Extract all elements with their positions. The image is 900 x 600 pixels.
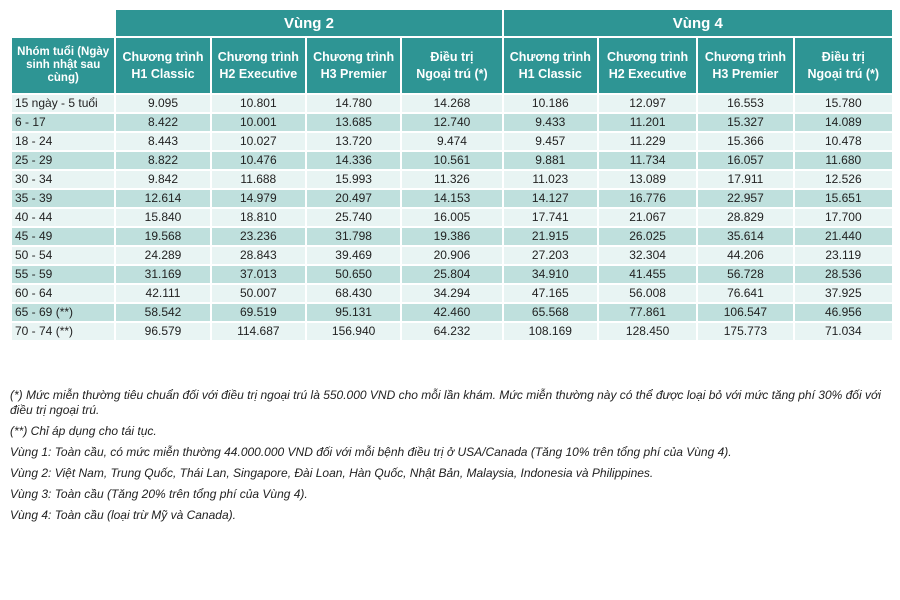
premium-cell: 19.386 [402, 228, 501, 245]
premium-cell: 17.741 [504, 209, 597, 226]
premium-cell: 12.526 [795, 171, 892, 188]
premium-cell: 37.013 [212, 266, 305, 283]
table-row [12, 285, 892, 302]
premium-cell: 16.057 [698, 152, 792, 169]
premium-cell: 10.001 [212, 114, 305, 131]
premium-cell: 10.476 [212, 152, 305, 169]
premium-cell: 21.915 [504, 228, 597, 245]
premium-cell: 12.740 [402, 114, 501, 131]
premium-cell: 65.568 [504, 304, 597, 321]
age-group-cell: 15 ngày - 5 tuổi [12, 95, 114, 112]
premium-cell: 25.804 [402, 266, 501, 283]
table-row [12, 171, 892, 188]
table-row [12, 209, 892, 226]
age-group-cell: 50 - 54 [12, 247, 114, 264]
table-row [12, 114, 892, 131]
age-group-cell: 35 - 39 [12, 190, 114, 207]
premium-cell: 11.201 [599, 114, 696, 131]
premium-cell: 14.268 [402, 95, 501, 112]
premium-cell: 10.027 [212, 133, 305, 150]
premium-cell: 106.547 [698, 304, 792, 321]
premium-cell: 15.651 [795, 190, 892, 207]
premium-cell: 17.911 [698, 171, 792, 188]
premium-cell: 27.203 [504, 247, 597, 264]
premium-cell: 24.289 [116, 247, 209, 264]
premium-cell: 13.685 [307, 114, 400, 131]
premium-cell: 28.829 [698, 209, 792, 226]
premium-cell: 21.440 [795, 228, 892, 245]
column-header: Chương trình H3 Premier [698, 38, 792, 93]
premium-cell: 68.430 [307, 285, 400, 302]
footnote: Vùng 2: Việt Nam, Trung Quốc, Thái Lan, Singapore, Đài Loan, Hàn Quốc, Nhật Bản, Malaysia, Indonesia và Philippines. [10, 466, 654, 480]
premium-cell: 76.641 [698, 285, 792, 302]
premium-cell: 64.232 [402, 323, 501, 340]
premium-cell: 26.025 [599, 228, 696, 245]
age-group-cell: 65 - 69 (**) [12, 304, 114, 321]
premium-cell: 58.542 [116, 304, 209, 321]
premium-cell: 9.095 [116, 95, 209, 112]
age-group-cell: 25 - 29 [12, 152, 114, 169]
age-group-cell: 45 - 49 [12, 228, 114, 245]
premium-cell: 9.457 [504, 133, 597, 150]
premium-cell: 56.008 [599, 285, 696, 302]
premium-table-container [10, 8, 892, 342]
region-header-4: Vùng 4 [504, 10, 892, 36]
premium-cell: 14.089 [795, 114, 892, 131]
premium-cell: 9.842 [116, 171, 209, 188]
premium-cell: 9.474 [402, 133, 501, 150]
premium-cell: 14.127 [504, 190, 597, 207]
premium-cell: 41.455 [599, 266, 696, 283]
region-header-2: Vùng 2 [116, 10, 501, 36]
premium-cell: 35.614 [698, 228, 792, 245]
premium-cell: 13.089 [599, 171, 696, 188]
premium-cell: 12.614 [116, 190, 209, 207]
age-group-header: Nhóm tuổi (Ngày sinh nhật sau cùng) [12, 38, 114, 93]
table-row [12, 228, 892, 245]
premium-cell: 44.206 [698, 247, 792, 264]
premium-cell: 71.034 [795, 323, 892, 340]
table-row [12, 304, 892, 321]
premium-cell: 56.728 [698, 266, 792, 283]
age-group-cell: 18 - 24 [12, 133, 114, 150]
premium-cell: 47.165 [504, 285, 597, 302]
premium-cell: 9.433 [504, 114, 597, 131]
premium-cell: 10.186 [504, 95, 597, 112]
premium-cell: 16.553 [698, 95, 792, 112]
column-header: Chương trình H2 Executive [212, 38, 305, 93]
premium-cell: 34.910 [504, 266, 597, 283]
premium-cell: 11.229 [599, 133, 696, 150]
premium-cell: 28.843 [212, 247, 305, 264]
corner-cell [12, 10, 114, 36]
premium-table [10, 8, 894, 342]
premium-cell: 14.153 [402, 190, 501, 207]
premium-cell: 34.294 [402, 285, 501, 302]
premium-cell: 14.780 [307, 95, 400, 112]
premium-cell: 23.236 [212, 228, 305, 245]
table-row [12, 152, 892, 169]
age-group-cell: 70 - 74 (**) [12, 323, 114, 340]
premium-cell: 128.450 [599, 323, 696, 340]
premium-cell: 39.469 [307, 247, 400, 264]
age-group-cell: 55 - 59 [12, 266, 114, 283]
premium-cell: 20.906 [402, 247, 501, 264]
premium-cell: 22.957 [698, 190, 792, 207]
premium-cell: 12.097 [599, 95, 696, 112]
premium-cell: 15.366 [698, 133, 792, 150]
premium-cell: 18.810 [212, 209, 305, 226]
table-row [12, 266, 892, 283]
premium-cell: 156.940 [307, 323, 400, 340]
table-body [12, 95, 892, 340]
table-row [12, 247, 892, 264]
premium-cell: 19.568 [116, 228, 209, 245]
table-row [12, 95, 892, 112]
premium-cell: 50.007 [212, 285, 305, 302]
premium-cell: 10.478 [795, 133, 892, 150]
premium-cell: 10.801 [212, 95, 305, 112]
premium-cell: 37.925 [795, 285, 892, 302]
premium-cell: 11.680 [795, 152, 892, 169]
column-header: Điều trị Ngoại trú (*) [402, 38, 501, 93]
premium-cell: 14.336 [307, 152, 400, 169]
premium-cell: 42.111 [116, 285, 209, 302]
column-header: Điều trị Ngoại trú (*) [795, 38, 892, 93]
premium-cell: 21.067 [599, 209, 696, 226]
age-group-cell: 60 - 64 [12, 285, 114, 302]
footnote: (**) Chỉ áp dụng cho tái tục. [10, 424, 157, 438]
column-header: Chương trình H3 Premier [307, 38, 400, 93]
premium-cell: 10.561 [402, 152, 501, 169]
premium-cell: 114.687 [212, 323, 305, 340]
premium-cell: 15.840 [116, 209, 209, 226]
footnote: Vùng 1: Toàn cầu, có mức miễn thường 44.000.000 VND đối với mỗi bệnh điều trị ở USA/Canada (Tăng 10% trên tổng phí của Vùng 4). [10, 445, 732, 459]
age-group-cell: 30 - 34 [12, 171, 114, 188]
table-row [12, 323, 892, 340]
premium-cell: 46.956 [795, 304, 892, 321]
premium-cell: 69.519 [212, 304, 305, 321]
premium-cell: 96.579 [116, 323, 209, 340]
premium-cell: 95.131 [307, 304, 400, 321]
premium-cell: 16.005 [402, 209, 501, 226]
footnotes [10, 388, 890, 529]
premium-cell: 11.326 [402, 171, 501, 188]
age-group-cell: 40 - 44 [12, 209, 114, 226]
premium-cell: 15.993 [307, 171, 400, 188]
premium-cell: 8.422 [116, 114, 209, 131]
premium-cell: 13.720 [307, 133, 400, 150]
premium-cell: 14.979 [212, 190, 305, 207]
premium-cell: 31.798 [307, 228, 400, 245]
column-header: Chương trình H1 Classic [116, 38, 209, 93]
premium-cell: 77.861 [599, 304, 696, 321]
premium-cell: 17.700 [795, 209, 892, 226]
table-row [12, 133, 892, 150]
premium-cell: 42.460 [402, 304, 501, 321]
premium-cell: 15.780 [795, 95, 892, 112]
premium-cell: 32.304 [599, 247, 696, 264]
premium-cell: 15.327 [698, 114, 792, 131]
footnote: (*) Mức miễn thường tiêu chuẩn đối với điều trị ngoại trú là 550.000 VND cho mỗi lần khám. Mức miễn thường này có thể được loại bỏ với mức tăng phí 30% đối với điều trị ngoại trú. [10, 388, 881, 417]
premium-cell: 11.023 [504, 171, 597, 188]
column-header: Chương trình H2 Executive [599, 38, 696, 93]
table-row [12, 190, 892, 207]
premium-cell: 11.688 [212, 171, 305, 188]
premium-cell: 31.169 [116, 266, 209, 283]
premium-cell: 28.536 [795, 266, 892, 283]
premium-cell: 23.119 [795, 247, 892, 264]
footnote: Vùng 3: Toàn cầu (Tăng 20% trên tổng phí của Vùng 4). [10, 487, 308, 501]
premium-cell: 9.881 [504, 152, 597, 169]
premium-cell: 175.773 [698, 323, 792, 340]
premium-cell: 8.822 [116, 152, 209, 169]
age-group-cell: 6 - 17 [12, 114, 114, 131]
premium-cell: 50.650 [307, 266, 400, 283]
premium-cell: 20.497 [307, 190, 400, 207]
premium-cell: 25.740 [307, 209, 400, 226]
premium-cell: 8.443 [116, 133, 209, 150]
column-header: Chương trình H1 Classic [504, 38, 597, 93]
footnote: Vùng 4: Toàn cầu (loại trừ Mỹ và Canada). [10, 508, 236, 522]
premium-cell: 11.734 [599, 152, 696, 169]
premium-cell: 108.169 [504, 323, 597, 340]
premium-cell: 16.776 [599, 190, 696, 207]
